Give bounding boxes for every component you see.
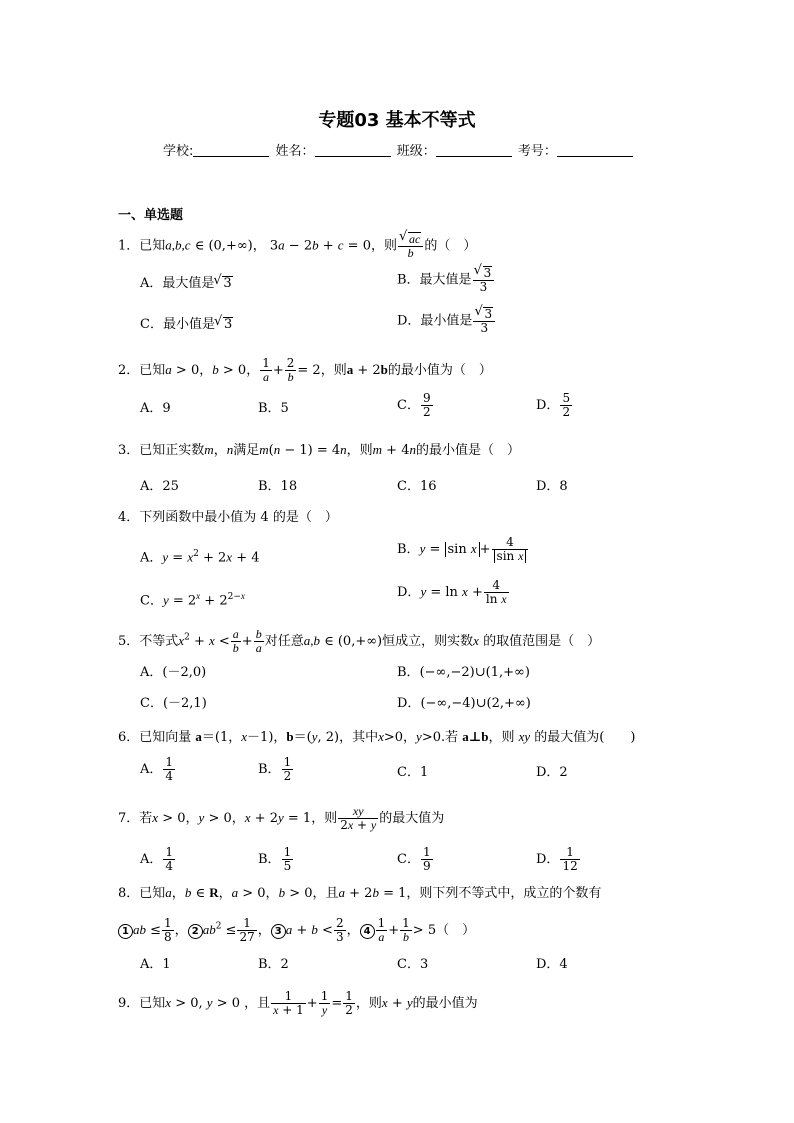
option-7c[interactable]: C． $\frac{1}{9}$ (397, 845, 431, 873)
student-info-line (163, 140, 635, 159)
school-label: 学校: (163, 144, 194, 159)
document-title: 专题03 基本不等式 (318, 110, 476, 131)
option-4b[interactable]: B．y = sin x + $\frac{4}{\text{sin x}}$ (397, 536, 529, 563)
option-5b[interactable]: B．(−∞,−2)∪(1,+∞) (397, 665, 530, 680)
question-9: 9．已知x > 0, y > 0 ，且 $\frac{1}{x + 1}$ + $\frac{1}{y}$ = $\frac{1}{2}$ ，则x + y的最小值为 (118, 989, 478, 1017)
option-6c[interactable]: C．1 (397, 765, 429, 780)
question-8: 8．已知a，b ∈ R，a > 0，b > 0，且a + 2b = 1，则下列不等式中，成立的个数有 (118, 885, 602, 901)
section-heading: 一、单选题 (118, 208, 184, 223)
option-8d[interactable]: D．4 (536, 957, 568, 972)
option-6b[interactable]: B． $\frac{1}{2}$ (258, 755, 292, 783)
option-5a[interactable]: A．(－2,0) (140, 665, 207, 680)
option-5c[interactable]: C．(－2,1) (140, 696, 207, 711)
question-7: 7．若x > 0，y > 0，x + 2y = 1，则 $\frac{xy}{2x + y}$ 的最大值为 (118, 804, 445, 832)
option-1c[interactable]: C．最小值是√ 3 (140, 316, 233, 334)
class-label: 班级： (396, 144, 436, 159)
option-7b[interactable]: B． $\frac{1}{5}$ (258, 845, 292, 873)
option-1b[interactable]: B．最大值是 √ $\frac{3}{3}$ (397, 266, 495, 294)
number-blank[interactable] (557, 144, 633, 157)
option-5d[interactable]: D．(−∞,−4)∪(2,+∞) (397, 696, 531, 711)
number-label: 考号： (517, 144, 557, 159)
question-8-line2: 1 ab ≤ $\frac{1}{8}$ ， 2 $ab^2$ ≤ $\frac{1}{27}$ ， 3 a + b < $\frac{2}{3}$ ， 4 $\frac{1}{a}$ + $\frac{1}{b}$ > 5（ ） (118, 917, 475, 944)
option-4a[interactable]: A．$y = x^2 + 2x + 4$ (140, 549, 260, 566)
name-label: 姓名： (275, 144, 315, 159)
question-1: 1．已知a,b,c ∈ (0,+∞)， 3a − 2b + c = 0，则 √ $\frac{ac}{b}$ 的（ ） (118, 232, 476, 260)
option-2b[interactable]: B．5 (258, 401, 289, 416)
option-8b[interactable]: B．2 (258, 957, 289, 972)
option-7a[interactable]: A． $\frac{1}{4}$ (140, 845, 174, 873)
question-4: 4．下列函数中最小值为 4 的是（ ） (118, 510, 338, 525)
option-8c[interactable]: C．3 (397, 957, 429, 972)
school-blank[interactable] (193, 144, 269, 157)
option-4c[interactable]: C．$y = 2^x + 2^{2-x}$ (140, 591, 245, 609)
option-2a[interactable]: A．9 (140, 401, 171, 416)
option-3c[interactable]: C．16 (397, 479, 437, 494)
option-2d[interactable]: D． $\frac{5}{2}$ (536, 391, 571, 419)
option-7d[interactable]: D． $\frac{1}{12}$ (536, 845, 578, 873)
question-5: 5．不等式$x^2 + x$ < $\frac{a}{b}$ + $\frac{b}{a}$ 对任意a,b ∈ (0,+∞)恒成立，则实数x 的取值范围是（ ） (118, 627, 601, 655)
option-2c[interactable]: C． $\frac{9}{2}$ (397, 391, 431, 419)
option-6a[interactable]: A． $\frac{1}{4}$ (140, 755, 174, 783)
option-4d[interactable]: D．y = ln x + $\frac{4}{\text{ln x}}$ (397, 578, 507, 606)
option-1a[interactable]: A．最大值是√ 3 (140, 275, 233, 293)
name-blank[interactable] (315, 144, 391, 157)
option-3b[interactable]: B．18 (258, 479, 298, 494)
question-2: 2．已知a > 0，b > 0， $\frac{1}{a}$ + $\frac{2}{b}$ = 2，则a + 2b的最小值为（ ） (118, 356, 492, 384)
option-8a[interactable]: A．1 (140, 957, 171, 972)
question-6: 6．已知向量 a＝(1，x－1)，b＝(y, 2)，其中x>0，y>0.若 a⊥b，则 xy 的最大值为( ) (118, 729, 636, 745)
option-1d[interactable]: D．最小值是 √ $\frac{3}{3}$ (397, 307, 496, 335)
class-blank[interactable] (436, 144, 512, 157)
option-3d[interactable]: D．8 (536, 479, 568, 494)
question-3: 3．已知正实数m，n满足m(n − 1) = 4n，则m + 4n的最小值是（ ） (118, 442, 520, 458)
option-6d[interactable]: D．2 (536, 765, 568, 780)
option-3a[interactable]: A．25 (140, 479, 179, 494)
